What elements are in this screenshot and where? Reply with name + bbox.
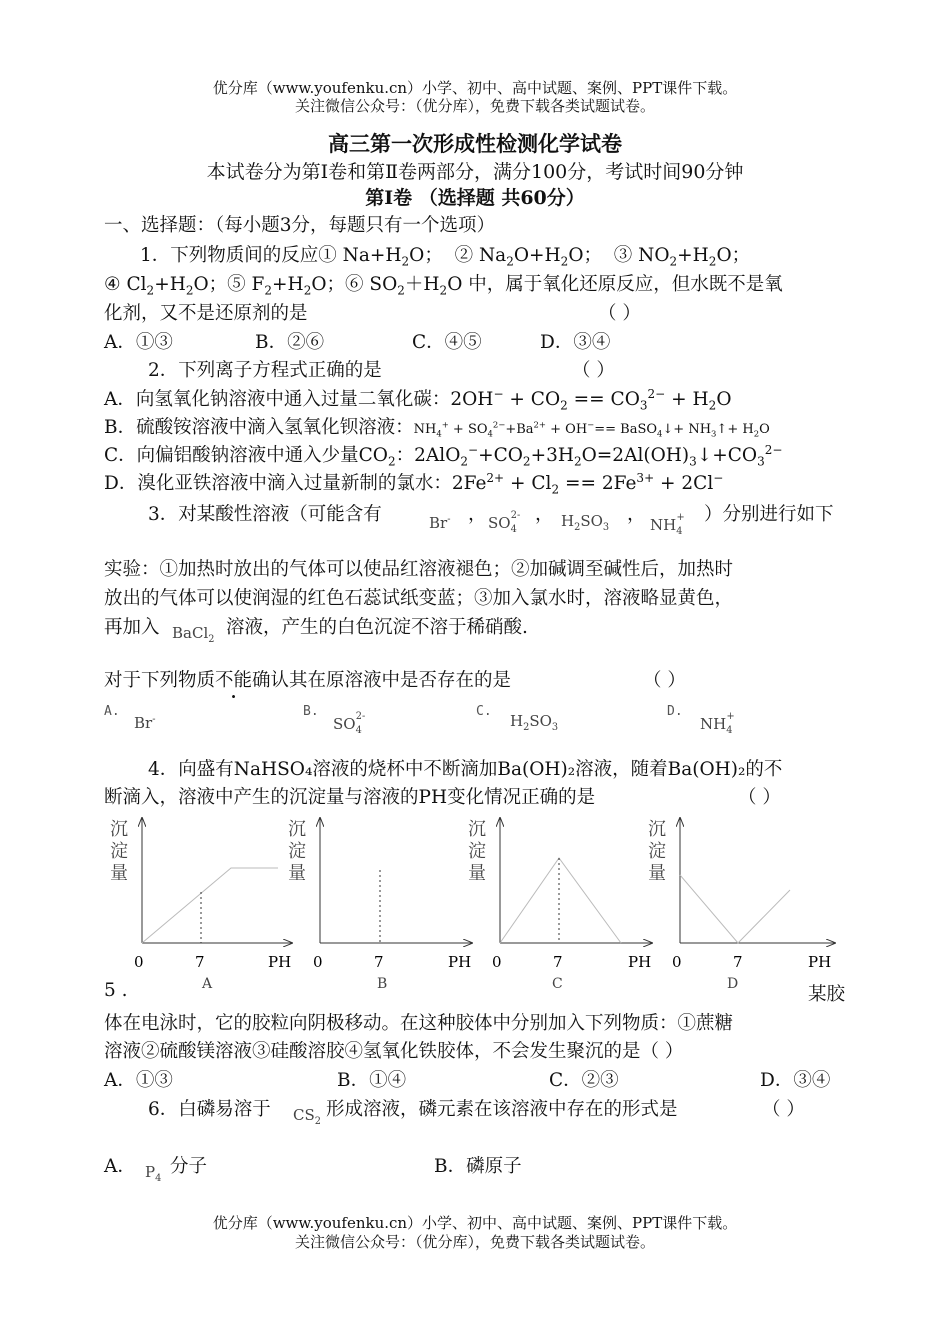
- q1-answer-bracket: （ ）: [598, 303, 641, 324]
- q3-stem: 3．对某酸性溶液（可能含有: [148, 504, 382, 525]
- q3-ion-h2so3: $H_2SO_3$: [561, 512, 610, 533]
- q3-option-d: $NH_4^+$: [700, 711, 735, 736]
- q6-option-a-text: 分子: [170, 1156, 208, 1177]
- graph-c-ylabel-2: 淀: [468, 841, 486, 862]
- q1-option-d: D．③④: [540, 332, 611, 353]
- graph-b-xlabel: PH: [448, 953, 472, 971]
- q5-number: 5 .: [104, 980, 128, 1001]
- q6-p4: $P_4$: [145, 1163, 162, 1184]
- q6-answer-bracket: （ ）: [762, 1099, 805, 1120]
- graph-a-tick-0: 0: [134, 953, 144, 971]
- q4-line-2: 断滴入，溶液中产生的沉淀量与溶液的PH变化情况正确的是: [104, 787, 596, 808]
- footer-line-1: 优分库（www.youfenku.cn）小学、初中、高中试题、案例、PPT课件下载。: [212, 1214, 738, 1232]
- graph-d-ylabel-2: 淀: [648, 841, 666, 862]
- q1-line-2: ④ $Cl_2+H_2O$；⑤ $F_2+H_2O$；⑥ $SO_2+H_2O$ 中，属于氧化还原反应，但水既不是氧: [104, 274, 783, 298]
- header-line-2: 关注微信公众号：（优分库），免费下载各类试题试卷。: [294, 97, 655, 115]
- q3-answer-bracket: （ ）: [643, 670, 686, 691]
- header-line-1: 优分库（www.youfenku.cn）小学、初中、高中试题、案例、PPT课件下载。: [212, 79, 738, 97]
- graph-c-tick-0: 0: [492, 953, 502, 971]
- graph-d-ylabel-3: 量: [648, 863, 666, 884]
- q6-option-b: B．磷原子: [434, 1156, 522, 1177]
- q5-line-1-tail: 某胶: [808, 984, 846, 1005]
- graph-b-ylabel-1: 沉: [288, 819, 306, 840]
- graph-a-ylabel-3: 量: [110, 863, 128, 884]
- q2-option-c: C．向偏铝酸钠溶液中通入少量$CO_2$：$2AlO_2^-+CO_2+3H_2O=2Al(OH)_3↓+CO_3^{2-}$: [104, 442, 783, 469]
- q3-ion-nh4: $NH_4^+$: [650, 512, 685, 537]
- q6-stem-b: 形成溶液，磷元素在该溶液中存在的形式是: [326, 1099, 678, 1120]
- q3-comma-2: ，: [535, 504, 554, 525]
- q3-stem-end: ）分别进行如下: [704, 504, 834, 525]
- q3-line-5: 对于下列物质不能确认其在原溶液中是否存在的是: [104, 666, 511, 692]
- q5-line-3: 溶液②硫酸镁溶液③硅酸溶胶④氢氧化铁胶体，不会发生聚沉的是（ ）: [104, 1041, 684, 1062]
- graph-c-xlabel: PH: [628, 953, 652, 971]
- q3-ion-br: Br-: [429, 514, 451, 532]
- q6-cs2: $CS_2$: [293, 1106, 321, 1127]
- q1-option-c: C．④⑤: [412, 332, 482, 353]
- q3-comma-1: ，: [468, 504, 487, 525]
- graph-b-tick-0: 0: [313, 953, 323, 971]
- graph-c: [468, 818, 652, 992]
- graph-d-label: D: [727, 976, 739, 992]
- exam-subtitle: 本试卷分为第Ⅰ卷和第Ⅱ卷两部分，满分100分，考试时间90分钟: [206, 161, 744, 183]
- exam-title: 高三第一次形成性检测化学试卷: [328, 131, 622, 156]
- graph-d-ylabel-1: 沉: [648, 819, 666, 840]
- graph-a-ylabel-2: 淀: [110, 841, 128, 862]
- graph-c-ylabel-1: 沉: [468, 819, 486, 840]
- q3-option-c: $H_2SO_3$: [510, 712, 559, 733]
- graph-a-tick-7: 7: [195, 953, 205, 971]
- q3-option-a-letter: A.: [104, 704, 120, 719]
- graph-b: [288, 818, 472, 992]
- q4-graphs: [100, 810, 860, 995]
- q1-option-a: A．①③: [104, 332, 173, 353]
- q3-option-d-letter: D.: [667, 704, 683, 719]
- q3-option-b-letter: B.: [303, 704, 319, 719]
- q3-ion-so4: $SO_4^{2-}$: [488, 510, 521, 535]
- q5-option-d: D．③④: [760, 1070, 831, 1091]
- q5-option-a: A．①③: [104, 1070, 173, 1091]
- q5-option-c: C．②③: [549, 1070, 619, 1091]
- q5-line-2: 体在电泳时，它的胶粒向阴极移动。在这种胶体中分别加入下列物质：①蔗糖: [104, 1013, 734, 1034]
- q6-option-a-letter: A．: [104, 1156, 136, 1177]
- q3-line-4a: 再加入: [104, 617, 160, 638]
- graph-d-tick-7: 7: [733, 953, 743, 971]
- graph-a-ylabel-1: 沉: [110, 819, 128, 840]
- q4-line-1: 4．向盛有NaHSO₄溶液的烧杯中不断滴加Ba(OH)₂溶液，随着Ba(OH)₂的不: [148, 759, 783, 780]
- q1-line-3: 化剂，又不是还原剂的是: [104, 303, 308, 324]
- q3-emphasis-not: 不能: [215, 670, 253, 691]
- q3-line-3: 放出的气体可以使润湿的红色石蕊试纸变蓝；③加入氯水时，溶液略显黄色，: [104, 588, 734, 609]
- footer-line-2: 关注微信公众号：（优分库），免费下载各类试题试卷。: [294, 1233, 655, 1251]
- graph-b-ylabel-3: 量: [288, 863, 306, 884]
- q2-answer-bracket: （ ）: [572, 360, 615, 381]
- q5-option-b: B．①④: [337, 1070, 407, 1091]
- graph-b-tick-7: 7: [374, 953, 384, 971]
- graph-a-xlabel: PH: [268, 953, 292, 971]
- q3-line-4b: 溶液，产生的白色沉淀不溶于稀硝酸.: [226, 617, 528, 638]
- q3-bacl2: BaCl$_2$: [172, 624, 215, 645]
- graph-c-label: C: [552, 976, 563, 992]
- q3-comma-3: ，: [627, 504, 646, 525]
- graph-d: [648, 818, 835, 992]
- q3-option-a: Br-: [134, 714, 156, 732]
- graph-d-tick-0: 0: [672, 953, 682, 971]
- q6-stem-a: 6．白磷易溶于: [148, 1099, 271, 1120]
- q2-option-b: B．硫酸铵溶液中滴入氢氧化钡溶液：$NH_4^+ + SO_4^{2-}+Ba^{2+} + OH^-==$ BaSO$_4$↓+ $NH_3↑+ H_2O$: [104, 417, 770, 439]
- q1-option-b: B．②⑥: [255, 332, 325, 353]
- q2-option-d: D．溴化亚铁溶液中滴入过量新制的氯水：$2Fe^{2+} + Cl_2 == 2Fe^{3+} + 2Cl^-$: [104, 470, 724, 497]
- q3-line-2: 实验：①加热时放出的气体可以使品红溶液褪色；②加碱调至碱性后，加热时: [104, 559, 734, 580]
- q4-answer-bracket: （ ）: [738, 787, 781, 808]
- graph-c-ylabel-3: 量: [468, 863, 486, 884]
- q2-stem: 2．下列离子方程式正确的是: [148, 360, 382, 381]
- q3-option-c-letter: C.: [476, 704, 492, 719]
- graph-a-label: A: [202, 976, 213, 992]
- graph-b-label: B: [377, 976, 388, 992]
- q2-option-a: A．向氢氧化钠溶液中通入过量二氧化碳：$2OH^- + CO_2 == CO_3^{2-} + H_2O$: [104, 386, 732, 413]
- graph-c-tick-7: 7: [553, 953, 563, 971]
- graph-b-ylabel-2: 淀: [288, 841, 306, 862]
- graph-d-xlabel: PH: [808, 953, 832, 971]
- q3-option-b: $SO_4^{2-}$: [333, 711, 366, 736]
- section-title: 第Ⅰ卷 （选择题 共60分）: [365, 187, 585, 209]
- graph-a: [110, 818, 292, 992]
- part-heading: 一、选择题：（每小题3分，每题只有一个选项）: [104, 215, 496, 236]
- q1-line-1: 1．下列物质间的反应① $Na+H_2O$； ② $Na_2O+H_2O$； ③ $NO_2+H_2O$；: [140, 245, 751, 269]
